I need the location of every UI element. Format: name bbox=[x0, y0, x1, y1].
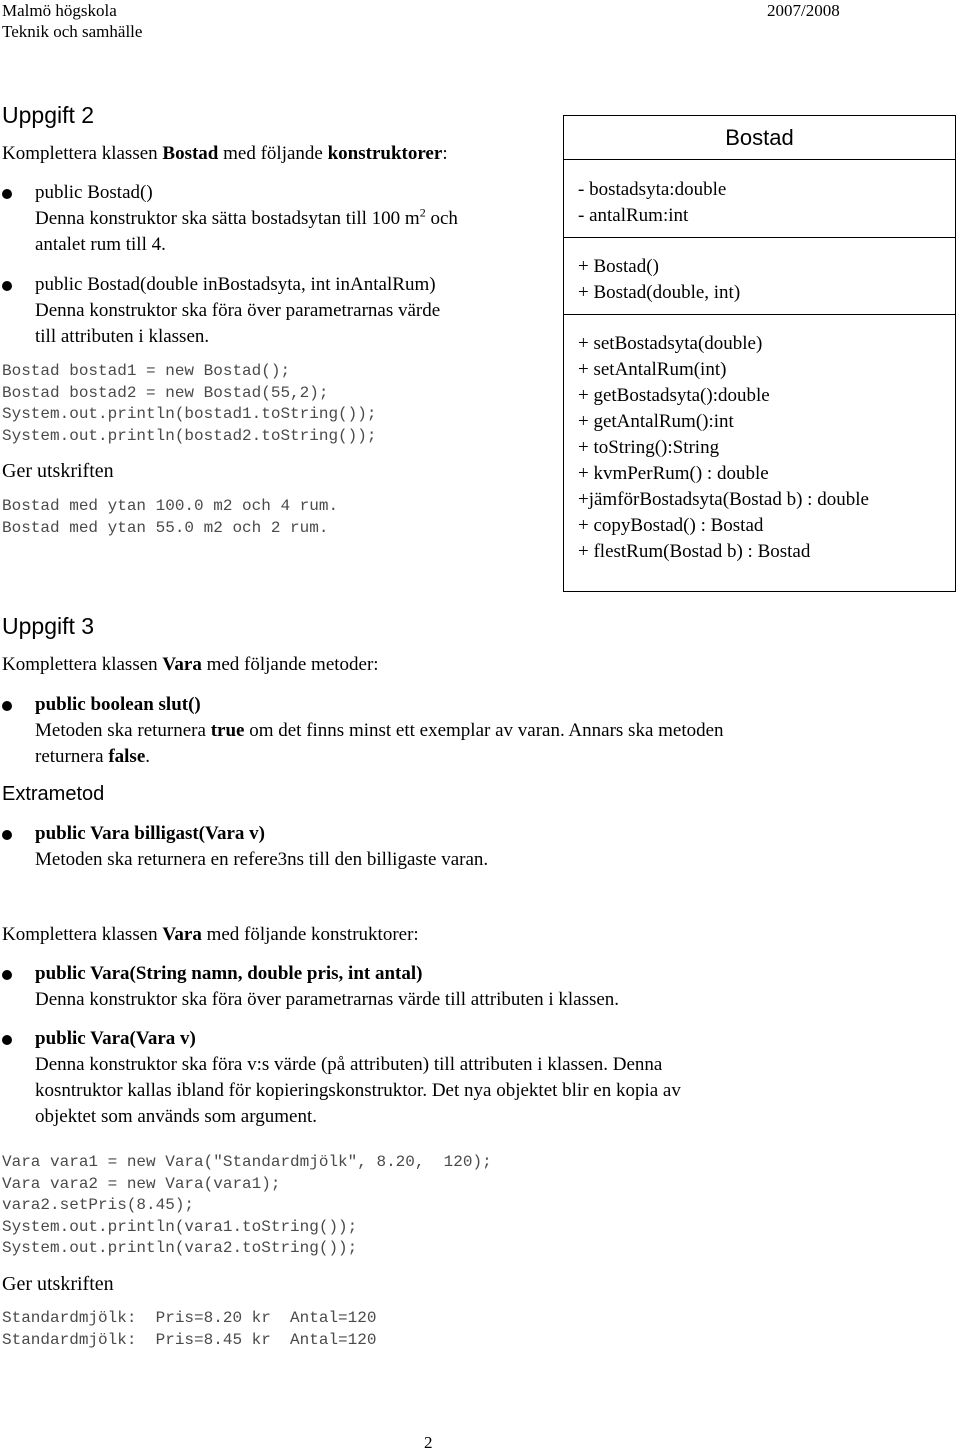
task2-intro-text-2: med följande bbox=[218, 143, 328, 164]
task2-item-2 bbox=[0, 272, 560, 352]
uml-method: + getAntalRum():int bbox=[578, 411, 734, 432]
uml-method: + copyBostad() : Bostad bbox=[578, 515, 764, 536]
uml-method: +jämförBostadsyta(Bostad b) : double bbox=[578, 489, 869, 510]
bullet-icon bbox=[2, 281, 12, 291]
task3-output-title: Ger utskriften bbox=[2, 1273, 114, 1295]
uml-method: + kvmPerRum() : double bbox=[578, 463, 769, 484]
output-line: Standardmjölk: Pris=8.20 kr Antal=120 bbox=[2, 1309, 377, 1327]
method-signature: public boolean slut() bbox=[35, 694, 201, 715]
constructor-description-3: objektet som används som argument. bbox=[35, 1106, 317, 1127]
task3-item-ctor-copy bbox=[0, 1026, 940, 1136]
task3-intro bbox=[2, 652, 379, 678]
bullet-icon bbox=[2, 189, 12, 199]
uml-attribute: - antalRum:int bbox=[578, 205, 689, 226]
task2-title: Uppgift 2 bbox=[2, 102, 95, 128]
method-description bbox=[35, 718, 940, 744]
intro-text: Komplettera klassen bbox=[2, 924, 163, 945]
keyword-false: false bbox=[108, 746, 146, 767]
bullet-icon bbox=[2, 830, 12, 840]
desc-text-end: och bbox=[425, 208, 458, 229]
code-line: Bostad bostad1 = new Bostad(); bbox=[2, 362, 291, 380]
uml-attributes bbox=[564, 159, 955, 237]
task3-intro-text-2: med följande metoder: bbox=[201, 654, 379, 675]
code-line: System.out.println(vara1.toString()); bbox=[2, 1217, 358, 1236]
code-line: System.out.println(bostad2.toString()); bbox=[2, 426, 377, 445]
page-number: 2 bbox=[424, 1433, 433, 1452]
uml-constructor: + Bostad() bbox=[578, 256, 659, 277]
uml-methods bbox=[564, 314, 955, 571]
intro-class: Vara bbox=[162, 924, 202, 945]
uml-method: + setAntalRum(int) bbox=[578, 359, 727, 380]
uml-attribute: - bostadsyta:double bbox=[578, 179, 727, 200]
task2-code-block bbox=[2, 361, 376, 447]
header-department: Teknik och samhälle bbox=[2, 22, 143, 41]
constructor-signature: public Bostad() bbox=[35, 182, 153, 203]
code-line: vara2.setPris(8.45); bbox=[2, 1196, 195, 1214]
uml-class-name: Bostad bbox=[725, 125, 794, 150]
task2-intro-keyword: konstruktorer bbox=[327, 143, 443, 164]
bullet-icon bbox=[2, 1035, 12, 1045]
task3-intro-class: Vara bbox=[162, 654, 202, 675]
code-line: Vara vara2 = new Vara(vara1); bbox=[2, 1174, 281, 1193]
uml-method: + getBostadsyta():double bbox=[578, 385, 770, 406]
constructor-description-2: till attributen i klassen. bbox=[35, 326, 210, 347]
task3-item-billigast bbox=[0, 821, 940, 875]
code-line: System.out.println(bostad1.toString()); bbox=[2, 405, 377, 423]
task3-code-block bbox=[2, 1152, 492, 1260]
constructor-description-2: kosntruktor kallas ibland för kopieringskonstruktor. Det nya objektet blir en kopia av bbox=[35, 1080, 681, 1101]
task3-output-block bbox=[2, 1308, 376, 1351]
intro-text-2: med följande konstruktorer: bbox=[201, 924, 419, 945]
task3-intro-constructors bbox=[2, 922, 419, 948]
task2-item-1 bbox=[0, 180, 550, 260]
uml-constructors bbox=[564, 237, 955, 314]
header-school: Malmö högskola bbox=[2, 1, 117, 20]
desc-text: returnera bbox=[35, 746, 109, 767]
bullet-icon bbox=[2, 970, 12, 980]
task3-item-ctor-full bbox=[0, 961, 940, 1015]
task2-intro bbox=[2, 141, 448, 167]
task2-output-title: Ger utskriften bbox=[2, 460, 114, 482]
constructor-signature: public Vara(String namn, double pris, int antal) bbox=[35, 963, 423, 984]
code-line: System.out.println(vara2.toString()); bbox=[2, 1239, 358, 1257]
constructor-description: Denna konstruktor ska föra v:s värde (på attributen) till attributen i klassen. Denna bbox=[35, 1054, 663, 1075]
superscript: 2 bbox=[419, 205, 426, 220]
code-line: Vara vara1 = new Vara("Standardmjölk", 8.20, 120); bbox=[2, 1153, 492, 1171]
method-description-2 bbox=[35, 744, 940, 770]
task3-title: Uppgift 3 bbox=[2, 613, 95, 639]
desc-text: Denna konstruktor ska sätta bostadsytan till 100 m bbox=[35, 208, 420, 229]
constructor-description-2: antalet rum till 4. bbox=[35, 234, 166, 255]
constructor-signature: public Bostad(double inBostadsyta, int inAntalRum) bbox=[35, 274, 436, 295]
constructor-signature: public Vara(Vara v) bbox=[35, 1028, 196, 1049]
task2-intro-text: Komplettera klassen bbox=[2, 143, 163, 164]
code-line: Bostad bostad2 = new Bostad(55,2); bbox=[2, 383, 329, 402]
desc-text-end: om det finns minst ett exemplar av varan. Annars ska metoden bbox=[244, 720, 724, 741]
task2-output-block bbox=[2, 496, 338, 539]
task2-intro-text-3: : bbox=[442, 143, 448, 164]
uml-method: + toString():String bbox=[578, 437, 720, 458]
desc-text: Metoden ska returnera bbox=[35, 720, 211, 741]
task3-item-slut bbox=[0, 692, 940, 772]
uml-class-diagram bbox=[563, 115, 956, 592]
header-year: 2007/2008 bbox=[767, 1, 840, 20]
method-signature: public Vara billigast(Vara v) bbox=[35, 823, 265, 844]
constructor-description bbox=[35, 206, 550, 232]
bullet-icon bbox=[2, 701, 12, 711]
uml-constructor: + Bostad(double, int) bbox=[578, 282, 741, 303]
output-line: Bostad med ytan 100.0 m2 och 4 rum. bbox=[2, 497, 339, 515]
uml-method: + setBostadsyta(double) bbox=[578, 333, 763, 354]
task2-intro-class: Bostad bbox=[162, 143, 219, 164]
output-line: Bostad med ytan 55.0 m2 och 2 rum. bbox=[2, 518, 329, 537]
extra-method-title: Extrametod bbox=[2, 783, 105, 805]
constructor-description: Denna konstruktor ska föra över parametrarnas värde bbox=[35, 300, 441, 321]
desc-text-end: . bbox=[145, 746, 150, 767]
constructor-description: Denna konstruktor ska föra över parametrarnas värde till attributen i klassen. bbox=[35, 989, 620, 1010]
output-line: Standardmjölk: Pris=8.45 kr Antal=120 bbox=[2, 1330, 377, 1349]
keyword-true: true bbox=[210, 720, 245, 741]
uml-method: + flestRum(Bostad b) : Bostad bbox=[578, 541, 811, 562]
task3-intro-text: Komplettera klassen bbox=[2, 654, 163, 675]
method-description: Metoden ska returnera en refere3ns till den billigaste varan. bbox=[35, 849, 489, 870]
